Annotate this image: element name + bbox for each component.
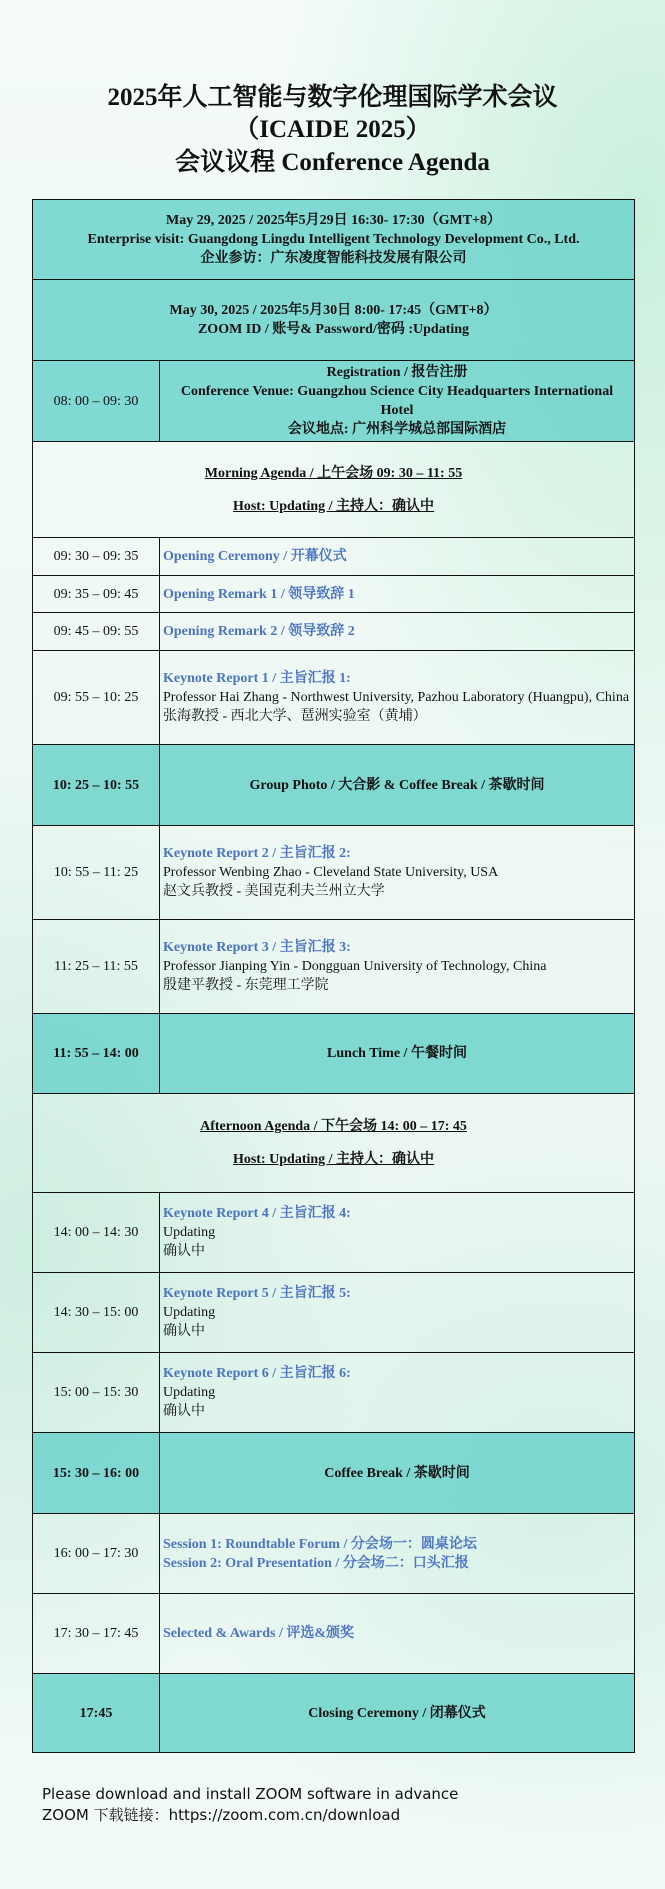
morning-heading: Morning Agenda / 上午会场 09: 30 – 11: 55 (204, 465, 463, 481)
keynote5-speaker-cn: 确认中 (163, 1324, 205, 1339)
may30-date: May 30, 2025 / 2025年5月30日 8:00- 17:45（GMT+8） (169, 303, 498, 318)
agenda-row-opening (33, 538, 635, 576)
coffee-time: 15: 30 – 16: 00 (33, 1433, 160, 1514)
may29-visit-en: Enterprise visit: Guangdong Lingdu Intelligent Technology Development Co., Ltd. (87, 232, 580, 247)
may29-cell (33, 200, 635, 280)
agenda-row-keynote-5 (33, 1273, 635, 1353)
agenda-row-remark-2 (33, 613, 635, 651)
awards-cell (160, 1594, 635, 1674)
remark2-label: Opening Remark 2 / 领导致辞 2 (163, 624, 355, 639)
awards-time: 17: 30 – 17: 45 (33, 1594, 160, 1674)
keynote3-cell (160, 920, 635, 1014)
lunch-time: 11: 55 – 14: 00 (33, 1014, 160, 1094)
agenda-row-keynote-4 (33, 1193, 635, 1273)
keynote2-cell (160, 826, 635, 920)
keynote3-title: Keynote Report 3 / 主旨汇报 3: (163, 940, 351, 955)
agenda-row-remark-1 (33, 576, 635, 613)
agenda-row-keynote-6 (33, 1353, 635, 1433)
keynote1-speaker-cn: 张海教授 - 西北大学、琶洲实验室（黄埔） (163, 709, 427, 724)
lunch-label: Lunch Time / 午餐时间 (160, 1014, 635, 1094)
zoom-info: ZOOM ID / 账号& Password/密码 :Updating (197, 322, 470, 337)
may29-date: May 29, 2025 / 2025年5月29日 16:30- 17:30（GMT+8） (166, 213, 502, 228)
may30-row (33, 280, 635, 361)
awards-label: Selected & Awards / 评选&颁奖 (163, 1626, 355, 1641)
afternoon-heading: Afternoon Agenda / 下午会场 14: 00 – 17: 45 (200, 1119, 467, 1134)
keynote6-speaker-cn: 确认中 (163, 1404, 205, 1419)
remark1-time: 09: 35 – 09: 45 (33, 576, 160, 613)
footer-note (42, 1784, 458, 1826)
keynote6-time: 15: 00 – 15: 30 (33, 1353, 160, 1433)
title-line-3: 会议议程 Conference Agenda (175, 149, 490, 176)
keynote6-title: Keynote Report 6 / 主旨汇报 6: (163, 1366, 351, 1381)
agenda-row-closing (33, 1674, 635, 1753)
zoom-download-link[interactable]: ZOOM 下载链接：https://zoom.com.cn/download (42, 1806, 401, 1824)
morning-host: Host: Updating / 主持人：确认中 (232, 498, 435, 514)
keynote6-speaker: Updating (163, 1385, 216, 1400)
may29-visit-cn: 企业参访：广东凌度智能科技发展有限公司 (200, 251, 467, 266)
keynote4-speaker-cn: 确认中 (163, 1244, 205, 1259)
keynote2-time: 10: 55 – 11: 25 (33, 826, 160, 920)
remark1-cell (160, 576, 635, 613)
keynote4-time: 14: 00 – 14: 30 (33, 1193, 160, 1273)
agenda-row-sessions (33, 1514, 635, 1594)
agenda-row-keynote-1 (33, 651, 635, 745)
keynote5-speaker: Updating (163, 1305, 216, 1320)
keynote4-speaker: Updating (163, 1225, 216, 1240)
venue-cn: 会议地点: 广州科学城总部国际酒店 (287, 422, 507, 437)
may30-cell (33, 280, 635, 361)
agenda-row-keynote-2 (33, 826, 635, 920)
remark2-time: 09: 45 – 09: 55 (33, 613, 160, 651)
keynote3-speaker: Professor Jianping Yin - Dongguan University of Technology, China (163, 959, 547, 974)
agenda-row-photo (33, 745, 635, 826)
page-title (0, 82, 665, 180)
agenda-table (32, 199, 635, 1753)
closing-time: 17:45 (33, 1674, 160, 1753)
sessions-time: 16: 00 – 17: 30 (33, 1514, 160, 1594)
agenda-row-keynote-3 (33, 920, 635, 1014)
photo-time: 10: 25 – 10: 55 (33, 745, 160, 826)
keynote1-time: 09: 55 – 10: 25 (33, 651, 160, 745)
may29-row (33, 200, 635, 280)
keynote2-speaker-cn: 赵文兵教授 - 美国克利夫兰州立大学 (163, 884, 385, 899)
remark2-cell (160, 613, 635, 651)
opening-cell (160, 538, 635, 576)
keynote2-speaker: Professor Wenbing Zhao - Cleveland State University, USA (163, 865, 499, 880)
session-1-label: Session 1: Roundtable Forum / 分会场一：圆桌论坛 (163, 1536, 477, 1552)
remark1-label: Opening Remark 1 / 领导致辞 1 (163, 586, 355, 602)
keynote1-cell (160, 651, 635, 745)
registration-label: Registration / 报告注册 (326, 365, 468, 380)
footer-line-1: Please download and install ZOOM software in advance (42, 1785, 459, 1803)
morning-heading-cell (33, 442, 635, 538)
keynote5-time: 14: 30 – 15: 00 (33, 1273, 160, 1353)
session-2-label: Session 2: Oral Presentation / 分会场二：口头汇报 (163, 1555, 469, 1571)
opening-label: Opening Ceremony / 开幕仪式 (163, 549, 347, 564)
agenda-row-lunch (33, 1014, 635, 1094)
photo-label: Group Photo / 大合影 & Coffee Break / 茶歇时间 (160, 745, 635, 826)
sessions-cell (160, 1514, 635, 1594)
registration-cell (160, 361, 635, 442)
keynote2-title: Keynote Report 2 / 主旨汇报 2: (163, 846, 351, 861)
afternoon-host: Host: Updating / 主持人：确认中 (232, 1152, 435, 1167)
title-line-1: 2025年人工智能与数字伦理国际学术会议 (107, 84, 558, 111)
keynote1-title: Keynote Report 1 / 主旨汇报 1: (163, 671, 351, 686)
keynote1-speaker: Professor Hai Zhang - Northwest University, Pazhou Laboratory (Huangpu), China (163, 690, 630, 705)
title-line-2: （ICAIDE 2025） (234, 116, 431, 143)
opening-time: 09: 30 – 09: 35 (33, 538, 160, 576)
registration-time: 08: 00 – 09: 30 (33, 361, 160, 442)
agenda-row-coffee (33, 1433, 635, 1514)
morning-heading-row (33, 442, 635, 538)
keynote5-title: Keynote Report 5 / 主旨汇报 5: (163, 1286, 351, 1301)
coffee-label: Coffee Break / 茶歇时间 (160, 1433, 635, 1514)
keynote4-cell (160, 1193, 635, 1273)
venue-en: Conference Venue: Guangzhou Science City Headquarters International Hotel (180, 384, 614, 418)
agenda-row-awards (33, 1594, 635, 1674)
keynote3-speaker-cn: 殷建平教授 - 东莞理工学院 (163, 978, 329, 993)
afternoon-heading-cell (33, 1094, 635, 1193)
keynote3-time: 11: 25 – 11: 55 (33, 920, 160, 1014)
keynote6-cell (160, 1353, 635, 1433)
registration-row (33, 361, 635, 442)
keynote5-cell (160, 1273, 635, 1353)
closing-label: Closing Ceremony / 闭幕仪式 (160, 1674, 635, 1753)
keynote4-title: Keynote Report 4 / 主旨汇报 4: (163, 1206, 351, 1221)
afternoon-heading-row (33, 1094, 635, 1193)
